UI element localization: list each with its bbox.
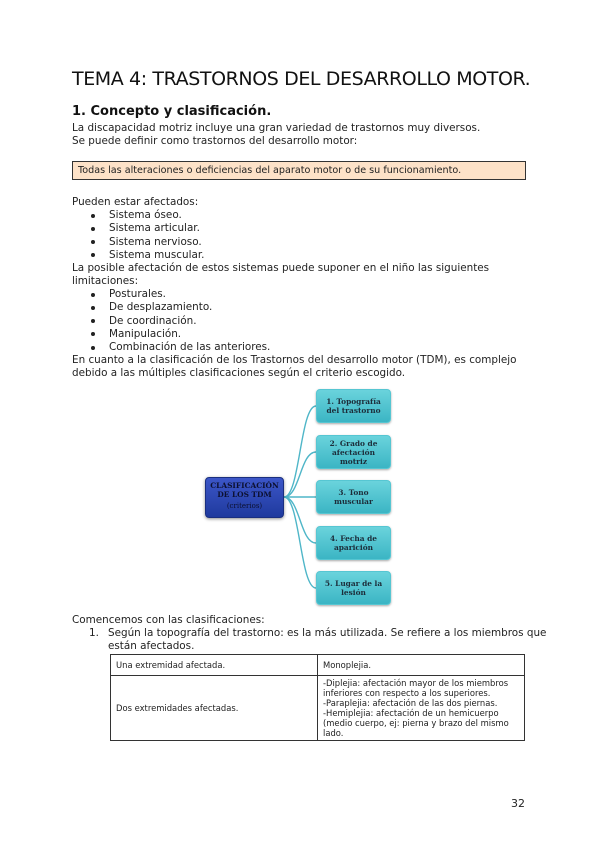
connector-line: [284, 452, 316, 497]
diagram-node-fecha: 4. Fecha de aparición: [316, 526, 391, 560]
table-cell-line: -Paraplejia: afectación de las dos piernas.: [323, 698, 498, 708]
table-cell: Una extremidad afectada.: [111, 655, 318, 676]
list-item: Manipulación.: [72, 328, 270, 341]
intro-paragraph-2: Se puede definir como trastornos del desarrollo motor:: [72, 135, 358, 147]
table-cell: Dos extremidades afectadas.: [111, 676, 318, 741]
numbered-list: [72, 627, 552, 653]
page-title: TEMA 4: TRASTORNOS DEL DESARROLLO MOTOR.: [72, 68, 531, 90]
affected-intro: Pueden estar afectados:: [72, 196, 199, 208]
diagram-node-topografia: 1. Topografía del trastorno: [316, 389, 391, 423]
table-row: [111, 676, 525, 741]
limitations-intro: La posible afectación de estos sistemas puede suponer en el niño las siguientes limitaciones:: [72, 262, 490, 287]
table-cell-line: -Diplejia: afectación mayor de los miembros inferiores con respecto a los superiores.: [323, 678, 509, 698]
connector-line: [284, 497, 316, 588]
list-item: Sistema articular.: [72, 222, 204, 235]
list-item: [72, 627, 552, 653]
list-item: Combinación de las anteriores.: [72, 341, 270, 354]
list-item: De coordinación.: [72, 315, 270, 328]
list-item: Sistema óseo.: [72, 209, 204, 222]
diagram-node-tono: 3. Tono muscular: [316, 480, 391, 514]
list-item: Sistema muscular.: [72, 249, 204, 262]
diagram-node-grado: 2. Grado de afectación motriz: [316, 435, 391, 469]
list-item: De desplazamiento.: [72, 301, 270, 314]
connector-line: [284, 497, 316, 543]
intro-paragraph-1: La discapacidad motriz incluye una gran variedad de trastornos muy diversos.: [72, 122, 481, 134]
table-cell: [318, 676, 525, 741]
item-text: Según la topografía del trastorno: es la más utilizada. Se refiere a los miembros que están afectados.: [108, 627, 547, 652]
diagram-root-title: CLASIFICACIÓN DE LOS TDM: [210, 481, 279, 499]
start-paragraph: Comencemos con las clasificaciones:: [72, 614, 265, 626]
table-cell: Monoplejia.: [318, 655, 525, 676]
section-heading: 1. Concepto y clasificación.: [72, 104, 272, 119]
classification-paragraph: En cuanto a la clasificación de los Trastornos del desarrollo motor (TDM), es complejo debido a las múltiples clasificaciones según el criterio escogido.: [72, 354, 517, 379]
list-item: Sistema nervioso.: [72, 236, 204, 249]
table-row: [111, 655, 525, 676]
item-number: 1.: [89, 627, 99, 639]
definition-box: Todas las alteraciones o deficiencias del aparato motor o de su funcionamiento.: [72, 161, 526, 180]
diagram-node-lugar: 5. Lugar de la lesión: [316, 571, 391, 605]
list-item: Posturales.: [72, 288, 270, 301]
table-cell-line: -Hemiplejia: afectación de un hemicuerpo (medio cuerpo, ej: pierna y brazo del mismo lado.: [323, 708, 509, 738]
diagram-root-subtitle: (criterios): [226, 502, 263, 510]
page-number: 32: [511, 797, 525, 810]
diagram-root-node: [205, 477, 284, 518]
connector-line: [284, 406, 316, 497]
topography-table: [110, 654, 525, 741]
